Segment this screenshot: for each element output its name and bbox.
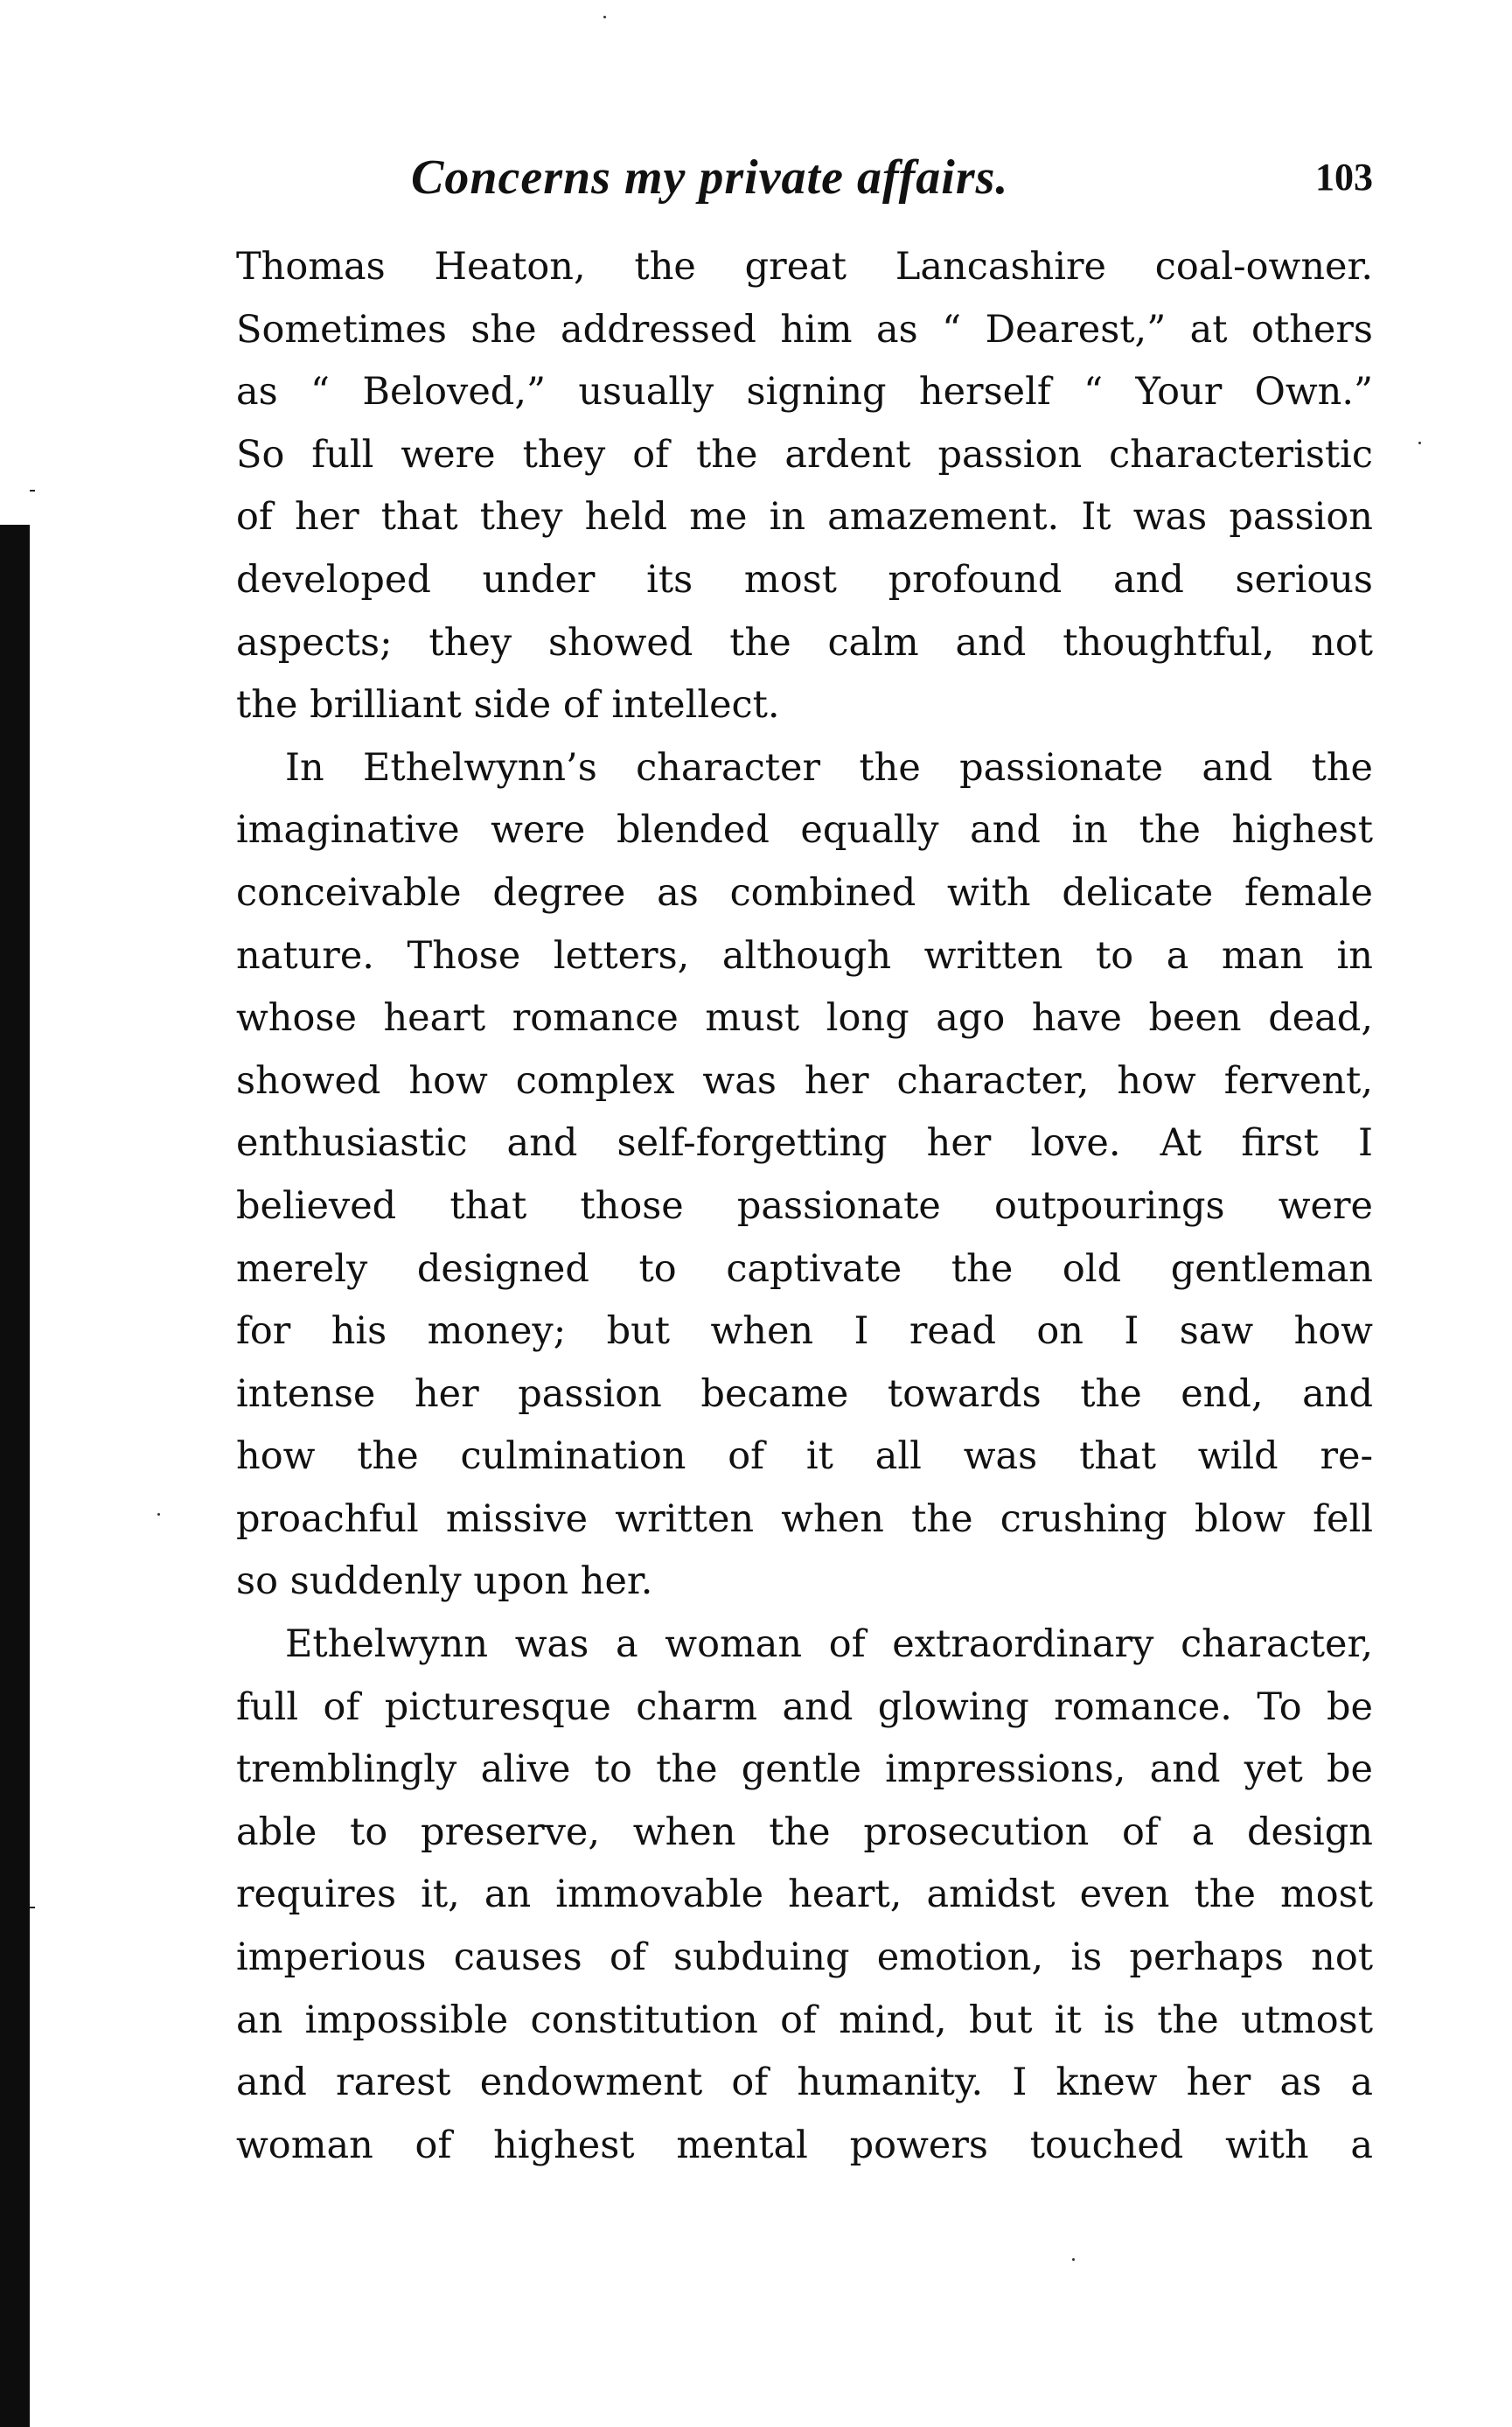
text-line: of her that they held me in amazement. It was passion <box>236 495 1373 540</box>
text-line: imperious causes of subduing emotion, is perhaps not <box>236 1935 1373 1980</box>
running-title: Concerns my private affairs. <box>411 150 1009 205</box>
text-line: full of picturesque charm and glowing romance. To be <box>236 1684 1373 1729</box>
text-line: proachful missive written when the crushing blow fell <box>236 1496 1373 1541</box>
text-line: merely designed to captivate the old gentleman <box>236 1246 1373 1291</box>
stray-mark <box>1072 2258 1075 2261</box>
text-line: intense her passion became towards the end, and <box>236 1371 1373 1416</box>
text-line: Ethelwynn was a woman of extraordinary character, <box>285 1622 1373 1667</box>
text-line: believed that those passionate outpourings were <box>236 1183 1373 1228</box>
text-line: enthusiastic and self-forgetting her love. At first I <box>236 1121 1373 1166</box>
text-line: imaginative were blended equally and in the highest <box>236 808 1373 853</box>
paragraph <box>236 1614 1373 2177</box>
text-line: and rarest endowment of humanity. I knew her as a <box>236 2061 1373 2105</box>
text-line: the brilliant side of intellect. <box>236 683 780 728</box>
text-line: developed under its most profound and serious <box>236 557 1373 602</box>
running-head <box>411 147 1373 208</box>
text-line: woman of highest mental powers touched with a <box>236 2123 1373 2167</box>
text-line: an impossible constitution of mind, but it is the utmost <box>236 1998 1373 2042</box>
text-line: aspects; they showed the calm and thoughtful, not <box>236 620 1373 665</box>
text-line: as “ Beloved,” usually signing herself “ Your Own.” <box>236 370 1373 415</box>
paragraph <box>236 236 1373 737</box>
text-line: In Ethelwynn’s character the passionate and the <box>285 745 1373 790</box>
text-line: So full were they of the ardent passion characteristic <box>236 432 1373 477</box>
stray-mark <box>603 16 606 18</box>
binding-tick <box>30 490 35 492</box>
text-line: Sometimes she addressed him as “ Dearest,” at others <box>236 307 1373 352</box>
text-line: whose heart romance must long ago have been dead, <box>236 996 1373 1041</box>
body-text <box>236 236 1373 2177</box>
binding-tick <box>30 1907 35 1908</box>
paragraph <box>236 737 1373 1614</box>
page-number: 103 <box>1315 156 1373 199</box>
text-line: conceivable degree as combined with delicate female <box>236 870 1373 915</box>
text-line: able to preserve, when the prosecution of a design <box>236 1810 1373 1854</box>
text-line: showed how complex was her character, how fervent, <box>236 1058 1373 1103</box>
text-line: so suddenly upon her. <box>236 1559 653 1604</box>
text-line: Thomas Heaton, the great Lancashire coal-owner. <box>236 245 1373 289</box>
text-line: for his money; but when I read on I saw how <box>236 1309 1373 1354</box>
binding-edge <box>0 525 30 2427</box>
text-line: nature. Those letters, although written to a man in <box>236 933 1373 978</box>
stray-mark <box>1418 442 1421 444</box>
stray-mark <box>157 1513 160 1516</box>
text-line: requires it, an immovable heart, amidst even the most <box>236 1873 1373 1917</box>
text-line: tremblingly alive to the gentle impressions, and yet be <box>236 1747 1373 1792</box>
text-line: how the culmination of it all was that wild re- <box>236 1434 1373 1479</box>
